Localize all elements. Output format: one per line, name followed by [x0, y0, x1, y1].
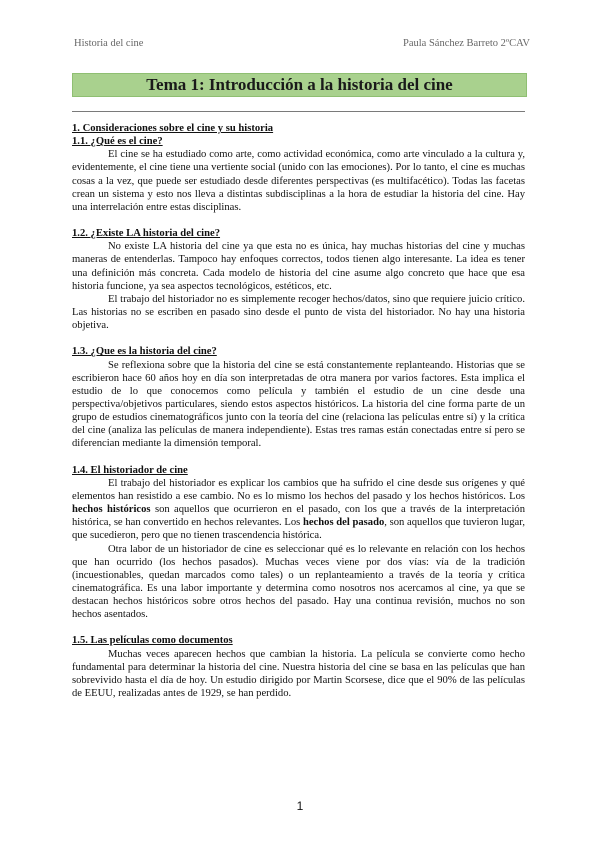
- text-run: son aquellos que ocurrieron en el pasado, con los que a través de la interpretación histórica, se han convertido en hechos relevantes. Los: [72, 504, 526, 529]
- paragraph: [72, 477, 525, 543]
- header-right: Paula Sánchez Barreto 2ºCAV: [403, 38, 530, 49]
- header-left: Historia del cine: [74, 38, 144, 49]
- paragraph: Otra labor de un historiador de cine es seleccionar qué es lo relevante en relación con los hechos que han ocurrido (los hechos pasados). Muchas veces viene por dos vías: vía de la tradición (incuestionables, quedan marcados como tales) o un replanteamiento a través de la teoría y crítica cinematográfica. Es una labor importante y determina como nosotros nos acercamos al cine, ya que se destacan hechos históricos sobre otros hechos del pasado. Hay una continua revisión, muchos no son hechos asentados.: [72, 543, 525, 621]
- text-run: , son aquellos que tuvieron lugar, que sucedieron, pero que no tienen trascendencia histórica.: [72, 517, 525, 542]
- bold-term: hechos del pasado: [302, 517, 385, 529]
- document-title: Tema 1: Introducción a la historia del cine: [72, 73, 527, 97]
- bold-term: hechos históricos: [72, 504, 151, 516]
- paragraph: El trabajo del historiador no es simplemente recoger hechos/datos, sino que requiere juicio crítico. Las historias no se escriben en pasado sino desde el punto de vista del historiador. No hay una historia objetiva.: [72, 293, 525, 332]
- divider: [72, 111, 525, 112]
- document-body: [72, 122, 525, 700]
- subsection-heading: 1.4. El historiador de cine: [72, 464, 188, 476]
- text-run: El trabajo del historiador es explicar los cambios que ha sufrido el cine desde sus orígenes y qué elementos han resistido a ese cambio. No es lo mismo los hechos del pasado y los hechos históricos. Los: [72, 477, 525, 502]
- section-heading: 1. Consideraciones sobre el cine y su historia: [72, 123, 274, 134]
- paragraph: Se reflexiona sobre que la historia del cine se está constantemente replanteando. Historias que se escribieron hace 60 años hoy en día son interpretadas de otra manera por varios factores. Esta implica el estudio de lo que conocemos como película y también el estudio de un cine desde una perspectiva/objetivos particulares, siendo estos aspectos históricos. La historia del cine forma parte de un grupo de estudios cinematográficos junto con la teoría del cine (relaciona las películas entre sí) y la crítica del cine (analiza las películas de manera independiente). Estas tres ramas están conectadas entre sí pero se diferencian mediante la dimensión temporal.: [72, 359, 525, 450]
- subsection-heading: 1.1. ¿Qué es el cine?: [72, 136, 163, 148]
- paragraph: No existe LA historia del cine ya que esta no es única, hay muchas historias del cine y muchas maneras de entenderlas. Tampoco hay enfoques correctos, todos tienen algo interesante. La idea es tener una definición más concreta. Cada modelo de historia del cine asume algo concreto que hace que esa historia funcione, ya sea aspectos tecnológicos, estéticos, etc.: [72, 241, 525, 292]
- subsection-heading: 1.3. ¿Que es la historia del cine?: [72, 346, 217, 358]
- page-number: 1: [296, 799, 304, 813]
- paragraph: Muchas veces aparecen hechos que cambian la historia. La película se convierte como hecho fundamental para determinar la historia del cine. Nuestra historia del cine se basa en las películas que han sobrevivido hasta el día de hoy. Un estudio dirigido por Martin Scorsese, dice que el 90% de las películas de EEUU, realizadas antes de 1929, se han perdido.: [72, 648, 525, 700]
- subsection-heading: 1.5. Las películas como documentos: [72, 635, 233, 647]
- paragraph: El cine se ha estudiado como arte, como actividad económica, como arte vinculado a la cultura y, evidentemente, el cine tiene una vertiente social (unido con las emociones). Por lo tanto, el cine es muchas cosas a la vez, que puede ser estudiado desde diferentes perspectivas (es multifacético). Todas las facetas crean un sistema y esto nos lleva a distintas subdisciplinas a la hora de estudiar la historia del cine. Hay una interrelación entre estas disciplinas.: [72, 149, 525, 213]
- subsection-heading: 1.2. ¿Existe LA historia del cine?: [72, 228, 221, 240]
